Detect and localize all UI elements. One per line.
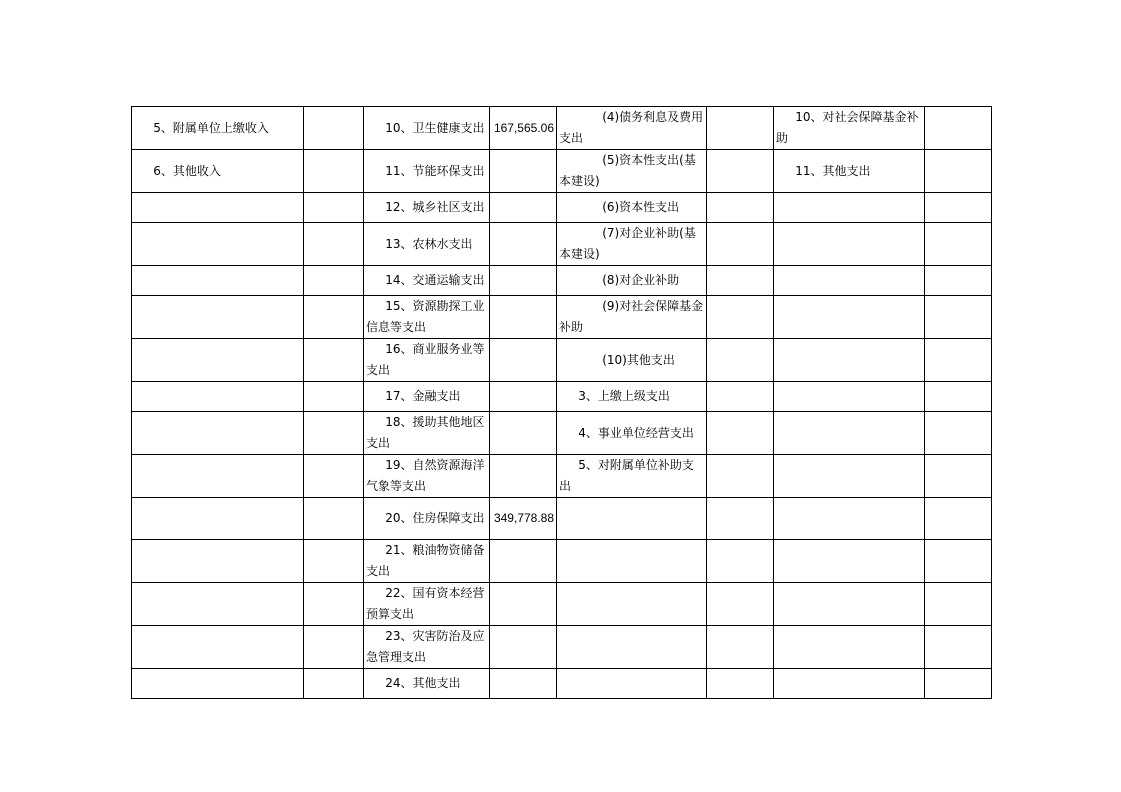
table-row: [132, 583, 992, 626]
table-row: [132, 150, 992, 193]
expense-economic-cell: [557, 669, 707, 699]
table-row: [132, 540, 992, 583]
expense-economic-cell: [557, 626, 707, 669]
expense-economic-amount-cell: [707, 339, 774, 382]
table-row: [132, 193, 992, 223]
expense-function-cell: 18、援助其他地区支出: [364, 412, 490, 455]
expense-other-amount-cell: [925, 107, 992, 150]
expense-other-amount-cell: [925, 540, 992, 583]
income-amount-cell: [304, 339, 364, 382]
expense-other-amount-cell: [925, 382, 992, 412]
expense-function-cell: 17、金融支出: [364, 382, 490, 412]
table-row: [132, 455, 992, 498]
expense-economic-amount-cell: [707, 266, 774, 296]
expense-other-amount-cell: [925, 223, 992, 266]
income-amount-cell: [304, 498, 364, 540]
income-item-cell: [132, 296, 304, 339]
expense-function-amount-cell: [490, 296, 557, 339]
expense-function-cell: 10、卫生健康支出: [364, 107, 490, 150]
expense-function-amount-cell: [490, 339, 557, 382]
expense-function-amount-cell: [490, 193, 557, 223]
expense-other-cell: [774, 412, 925, 455]
income-amount-cell: [304, 583, 364, 626]
income-amount-cell: [304, 540, 364, 583]
expense-other-cell: [774, 669, 925, 699]
income-amount-cell: [304, 223, 364, 266]
table-row: [132, 498, 992, 540]
income-item-cell: 5、附属单位上缴收入: [132, 107, 304, 150]
expense-economic-amount-cell: [707, 455, 774, 498]
expense-economic-cell: (10)其他支出: [557, 339, 707, 382]
income-item-cell: [132, 193, 304, 223]
expense-economic-amount-cell: [707, 223, 774, 266]
expense-function-amount-cell: [490, 626, 557, 669]
expense-economic-amount-cell: [707, 669, 774, 699]
expense-function-cell: 22、国有资本经营预算支出: [364, 583, 490, 626]
expense-other-cell: [774, 266, 925, 296]
expense-function-amount-cell: [490, 583, 557, 626]
income-item-cell: [132, 382, 304, 412]
expense-other-amount-cell: [925, 193, 992, 223]
table-row: [132, 626, 992, 669]
income-item-cell: [132, 498, 304, 540]
income-item-cell: [132, 266, 304, 296]
expense-function-amount-cell: 349,778.88: [490, 498, 557, 540]
income-item-cell: [132, 455, 304, 498]
expense-other-amount-cell: [925, 669, 992, 699]
expense-economic-amount-cell: [707, 498, 774, 540]
expense-economic-cell: 3、上缴上级支出: [557, 382, 707, 412]
expense-function-amount-cell: [490, 669, 557, 699]
expense-function-cell: 16、商业服务业等支出: [364, 339, 490, 382]
expense-other-cell: [774, 339, 925, 382]
income-amount-cell: [304, 412, 364, 455]
expense-other-cell: [774, 498, 925, 540]
expense-economic-cell: (5)资本性支出(基本建设): [557, 150, 707, 193]
table-row: [132, 339, 992, 382]
expense-economic-cell: (6)资本性支出: [557, 193, 707, 223]
expense-function-amount-cell: [490, 266, 557, 296]
expense-economic-cell: (7)对企业补助(基本建设): [557, 223, 707, 266]
expense-other-amount-cell: [925, 498, 992, 540]
expense-other-amount-cell: [925, 339, 992, 382]
expense-economic-cell: [557, 498, 707, 540]
table-row: [132, 107, 992, 150]
expense-function-cell: 24、其他支出: [364, 669, 490, 699]
budget-table: [131, 106, 992, 699]
expense-function-cell: 19、自然资源海洋气象等支出: [364, 455, 490, 498]
expense-economic-amount-cell: [707, 412, 774, 455]
expense-other-amount-cell: [925, 296, 992, 339]
expense-other-cell: [774, 455, 925, 498]
table-row: [132, 412, 992, 455]
expense-other-cell: [774, 193, 925, 223]
expense-function-cell: 11、节能环保支出: [364, 150, 490, 193]
expense-economic-amount-cell: [707, 107, 774, 150]
income-amount-cell: [304, 150, 364, 193]
expense-function-amount-cell: [490, 382, 557, 412]
table-row: [132, 669, 992, 699]
expense-other-amount-cell: [925, 412, 992, 455]
expense-other-amount-cell: [925, 583, 992, 626]
income-amount-cell: [304, 626, 364, 669]
expense-function-amount-cell: [490, 150, 557, 193]
expense-function-cell: 23、灾害防治及应急管理支出: [364, 626, 490, 669]
expense-function-cell: 12、城乡社区支出: [364, 193, 490, 223]
expense-function-cell: 14、交通运输支出: [364, 266, 490, 296]
expense-other-cell: 11、其他支出: [774, 150, 925, 193]
expense-economic-amount-cell: [707, 382, 774, 412]
expense-economic-cell: [557, 540, 707, 583]
expense-economic-cell: (8)对企业补助: [557, 266, 707, 296]
income-item-cell: [132, 412, 304, 455]
income-item-cell: 6、其他收入: [132, 150, 304, 193]
table-row: [132, 223, 992, 266]
expense-other-amount-cell: [925, 455, 992, 498]
expense-other-amount-cell: [925, 150, 992, 193]
income-item-cell: [132, 626, 304, 669]
expense-function-cell: 20、住房保障支出: [364, 498, 490, 540]
expense-function-amount-cell: 167,565.06: [490, 107, 557, 150]
expense-economic-cell: (9)对社会保障基金补助: [557, 296, 707, 339]
expense-function-amount-cell: [490, 223, 557, 266]
income-amount-cell: [304, 669, 364, 699]
expense-economic-amount-cell: [707, 296, 774, 339]
income-amount-cell: [304, 382, 364, 412]
expense-other-cell: [774, 583, 925, 626]
expense-other-amount-cell: [925, 266, 992, 296]
expense-economic-cell: [557, 583, 707, 626]
expense-function-cell: 21、粮油物资储备支出: [364, 540, 490, 583]
expense-function-cell: 15、资源勘探工业信息等支出: [364, 296, 490, 339]
table-row: [132, 382, 992, 412]
income-item-cell: [132, 223, 304, 266]
income-item-cell: [132, 669, 304, 699]
expense-function-amount-cell: [490, 540, 557, 583]
income-amount-cell: [304, 296, 364, 339]
expense-economic-amount-cell: [707, 626, 774, 669]
expense-other-cell: [774, 223, 925, 266]
expense-function-cell: 13、农林水支出: [364, 223, 490, 266]
expense-other-cell: 10、对社会保障基金补助: [774, 107, 925, 150]
income-amount-cell: [304, 455, 364, 498]
income-item-cell: [132, 583, 304, 626]
expense-other-cell: [774, 626, 925, 669]
expense-economic-cell: (4)债务利息及费用支出: [557, 107, 707, 150]
expense-other-cell: [774, 296, 925, 339]
expense-economic-cell: 5、对附属单位补助支出: [557, 455, 707, 498]
expense-other-cell: [774, 540, 925, 583]
table-row: [132, 266, 992, 296]
income-amount-cell: [304, 193, 364, 223]
income-item-cell: [132, 540, 304, 583]
expense-economic-cell: 4、事业单位经营支出: [557, 412, 707, 455]
expense-economic-amount-cell: [707, 540, 774, 583]
income-amount-cell: [304, 107, 364, 150]
expense-function-amount-cell: [490, 455, 557, 498]
expense-other-amount-cell: [925, 626, 992, 669]
expense-function-amount-cell: [490, 412, 557, 455]
expense-economic-amount-cell: [707, 150, 774, 193]
expense-other-cell: [774, 382, 925, 412]
expense-economic-amount-cell: [707, 583, 774, 626]
expense-economic-amount-cell: [707, 193, 774, 223]
income-item-cell: [132, 339, 304, 382]
income-amount-cell: [304, 266, 364, 296]
table-row: [132, 296, 992, 339]
